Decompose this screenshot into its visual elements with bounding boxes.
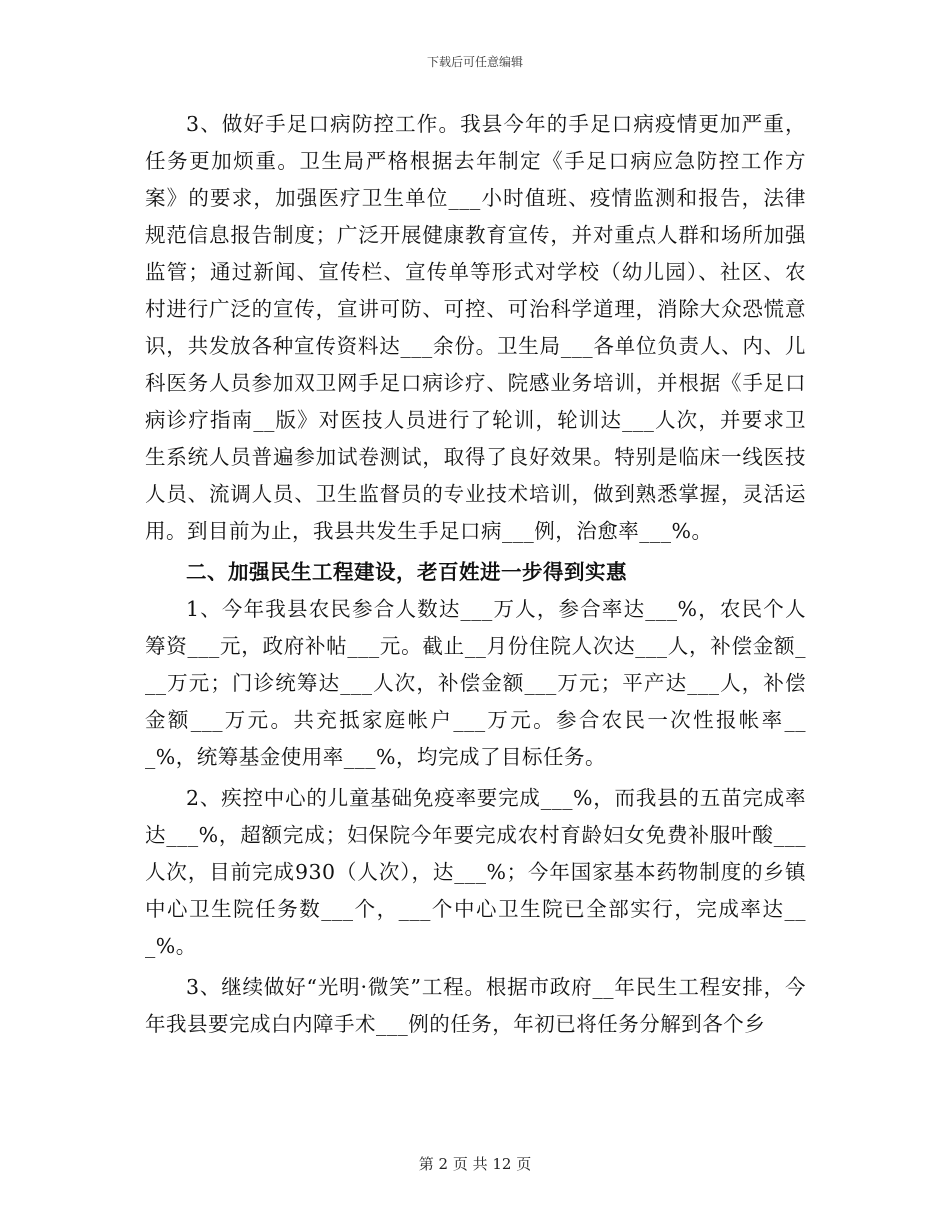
paragraph-guangming-weixiao: 3、继续做好“光明·微笑”工程。根据市政府__年民生工程安排，今年我县要完成白内障手术___例的任务，年初已将任务分解到各个乡 bbox=[145, 975, 806, 1036]
paragraph-hfmd-prevention: 3、做好手足口病防控工作。我县今年的手足口病疫情更加严重，任务更加烦重。卫生局严格根据去年制定《手足口病应急防控工作方案》的要求，加强医疗卫生单位___小时值班、疫情监测和报告，法律规范信息报告制度；广泛开展健康教育宣传，并对重点人群和场所加强监管；通过新闻、宣传栏、宣传单等形式对学校（幼儿园）、社区、农村进行广泛的宣传，宣讲可防、可控、可治科学道理，消除大众恐慌意识，共发放各种宣传资料达___余份。卫生局___各单位负责人、内、儿科医务人员参加双卫网手足口病诊疗、院感业务培训，并根据《手足口病诊疗指南__版》对医技人员进行了轮训，轮训达___人次，并要求卫生系统人员普遍参加试卷测试，取得了良好效果。特别是临床一线医技人员、流调人员、卫生监督员的专业技术培训，做到熟悉掌握，灵活运用。到目前为止，我县共发生手足口病___例，治愈率___%。 bbox=[145, 112, 806, 543]
paragraph-immunization: 2、疾控中心的儿童基础免疫率要完成___%，而我县的五苗完成率达___%，超额完成；妇保院今年要完成农村育龄妇女免费补服叶酸___人次，目前完成930（人次），达___%；今年国家基本药物制度的乡镇中心卫生院任务数___个，___个中心卫生院已全部实行，完成率达___%。 bbox=[145, 786, 806, 958]
paragraph-rural-cooperative-medical: 1、今年我县农民参合人数达___万人，参合率达___%，农民个人筹资___元，政府补帖___元。截止__月份住院人次达___人，补偿金额___万元；门诊统筹达___人次，补偿金额___万元；平产达___人，补偿金额___万元。共充抵家庭帐户___万元。参合农民一次性报帐率___%，统筹基金使用率___%，均完成了目标任务。 bbox=[145, 597, 806, 769]
document-body bbox=[145, 106, 806, 1043]
page-header: 下载后可任意编辑 bbox=[426, 55, 523, 69]
page-footer: 第 2 页 共 12 页 bbox=[418, 1155, 532, 1173]
section-heading-livelihood: 二、加强民生工程建设，老百姓进一步得到实惠 bbox=[186, 560, 627, 584]
